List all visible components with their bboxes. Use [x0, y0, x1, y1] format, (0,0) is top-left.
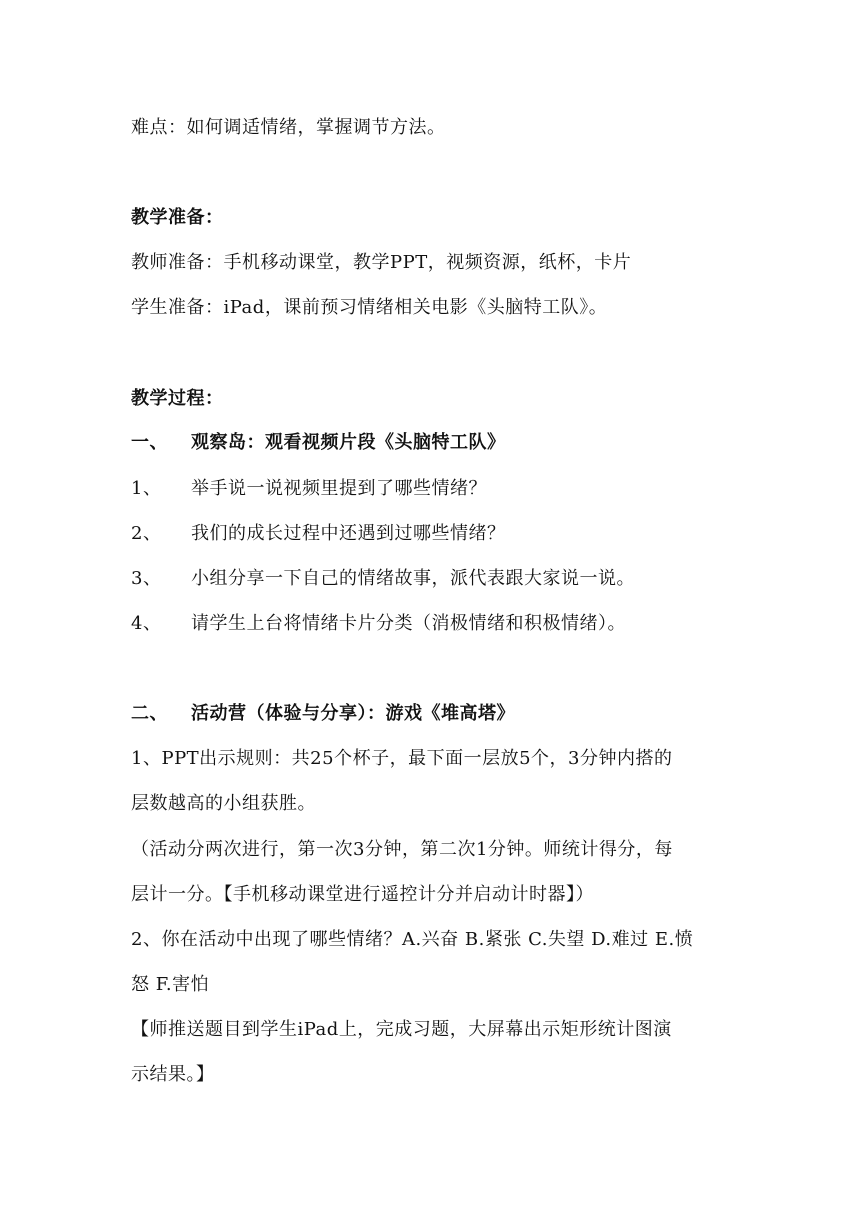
list-item	[131, 612, 741, 636]
activity-note-line2: 层计一分。【手机移动课堂进行遥控计分并启动计时器】）	[131, 884, 594, 905]
teacher-push-line1: 【师推送题目到学生iPad上，完成习题，大屏幕出示矩形统计图演	[131, 1019, 672, 1040]
activity-note-line1: （活动分两次进行，第一次3分钟，第二次1分钟。师统计得分，每	[131, 839, 673, 860]
list-item-number: 4、	[131, 613, 162, 634]
list-item-number: 3、	[131, 568, 162, 589]
student-prep-text: 学生准备：iPad，课前预习情绪相关电影《头脑特工队》。	[131, 297, 608, 318]
section2-number: 二、	[131, 703, 168, 724]
prep-heading: 教学准备：	[131, 207, 224, 228]
section1-title: 观察岛：观看视频片段《头脑特工队》	[191, 432, 506, 453]
list-item	[131, 522, 741, 546]
emotion-question-line2: 怒 F.害怕	[131, 974, 210, 995]
emotion-question-line1: 2、你在活动中出现了哪些情绪？A.兴奋 B.紧张 C.失望 D.难过 E.愤	[131, 929, 694, 950]
list-item-number: 2、	[131, 523, 162, 544]
list-item-text: 小组分享一下自己的情绪故事，派代表跟大家说一说。	[191, 568, 635, 589]
list-item-text: 举手说一说视频里提到了哪些情绪？	[191, 478, 487, 499]
section2-heading	[131, 702, 741, 726]
rule-text-line2: 层数越高的小组获胜。	[131, 793, 316, 814]
list-item	[131, 567, 741, 591]
list-item-number: 1、	[131, 478, 162, 499]
list-item	[131, 477, 741, 501]
process-heading: 教学过程：	[131, 388, 224, 409]
list-item-text: 我们的成长过程中还遇到过哪些情绪？	[191, 523, 506, 544]
list-item-text: 请学生上台将情绪卡片分类（消极情绪和积极情绪）。	[191, 613, 626, 634]
rule-text-line1: 1、PPT出示规则：共25个杯子，最下面一层放5个，3分钟内搭的	[131, 748, 673, 769]
section1-heading	[131, 431, 741, 455]
difficulty-text: 难点：如何调适情绪，掌握调节方法。	[131, 117, 446, 138]
section2-title: 活动营（体验与分享）：游戏《堆高塔》	[191, 703, 515, 724]
section1-number: 一、	[131, 432, 168, 453]
teacher-push-line2: 示结果。】	[131, 1064, 215, 1085]
teacher-prep-text: 教师准备：手机移动课堂，教学PPT，视频资源，纸杯，卡片	[131, 252, 632, 273]
